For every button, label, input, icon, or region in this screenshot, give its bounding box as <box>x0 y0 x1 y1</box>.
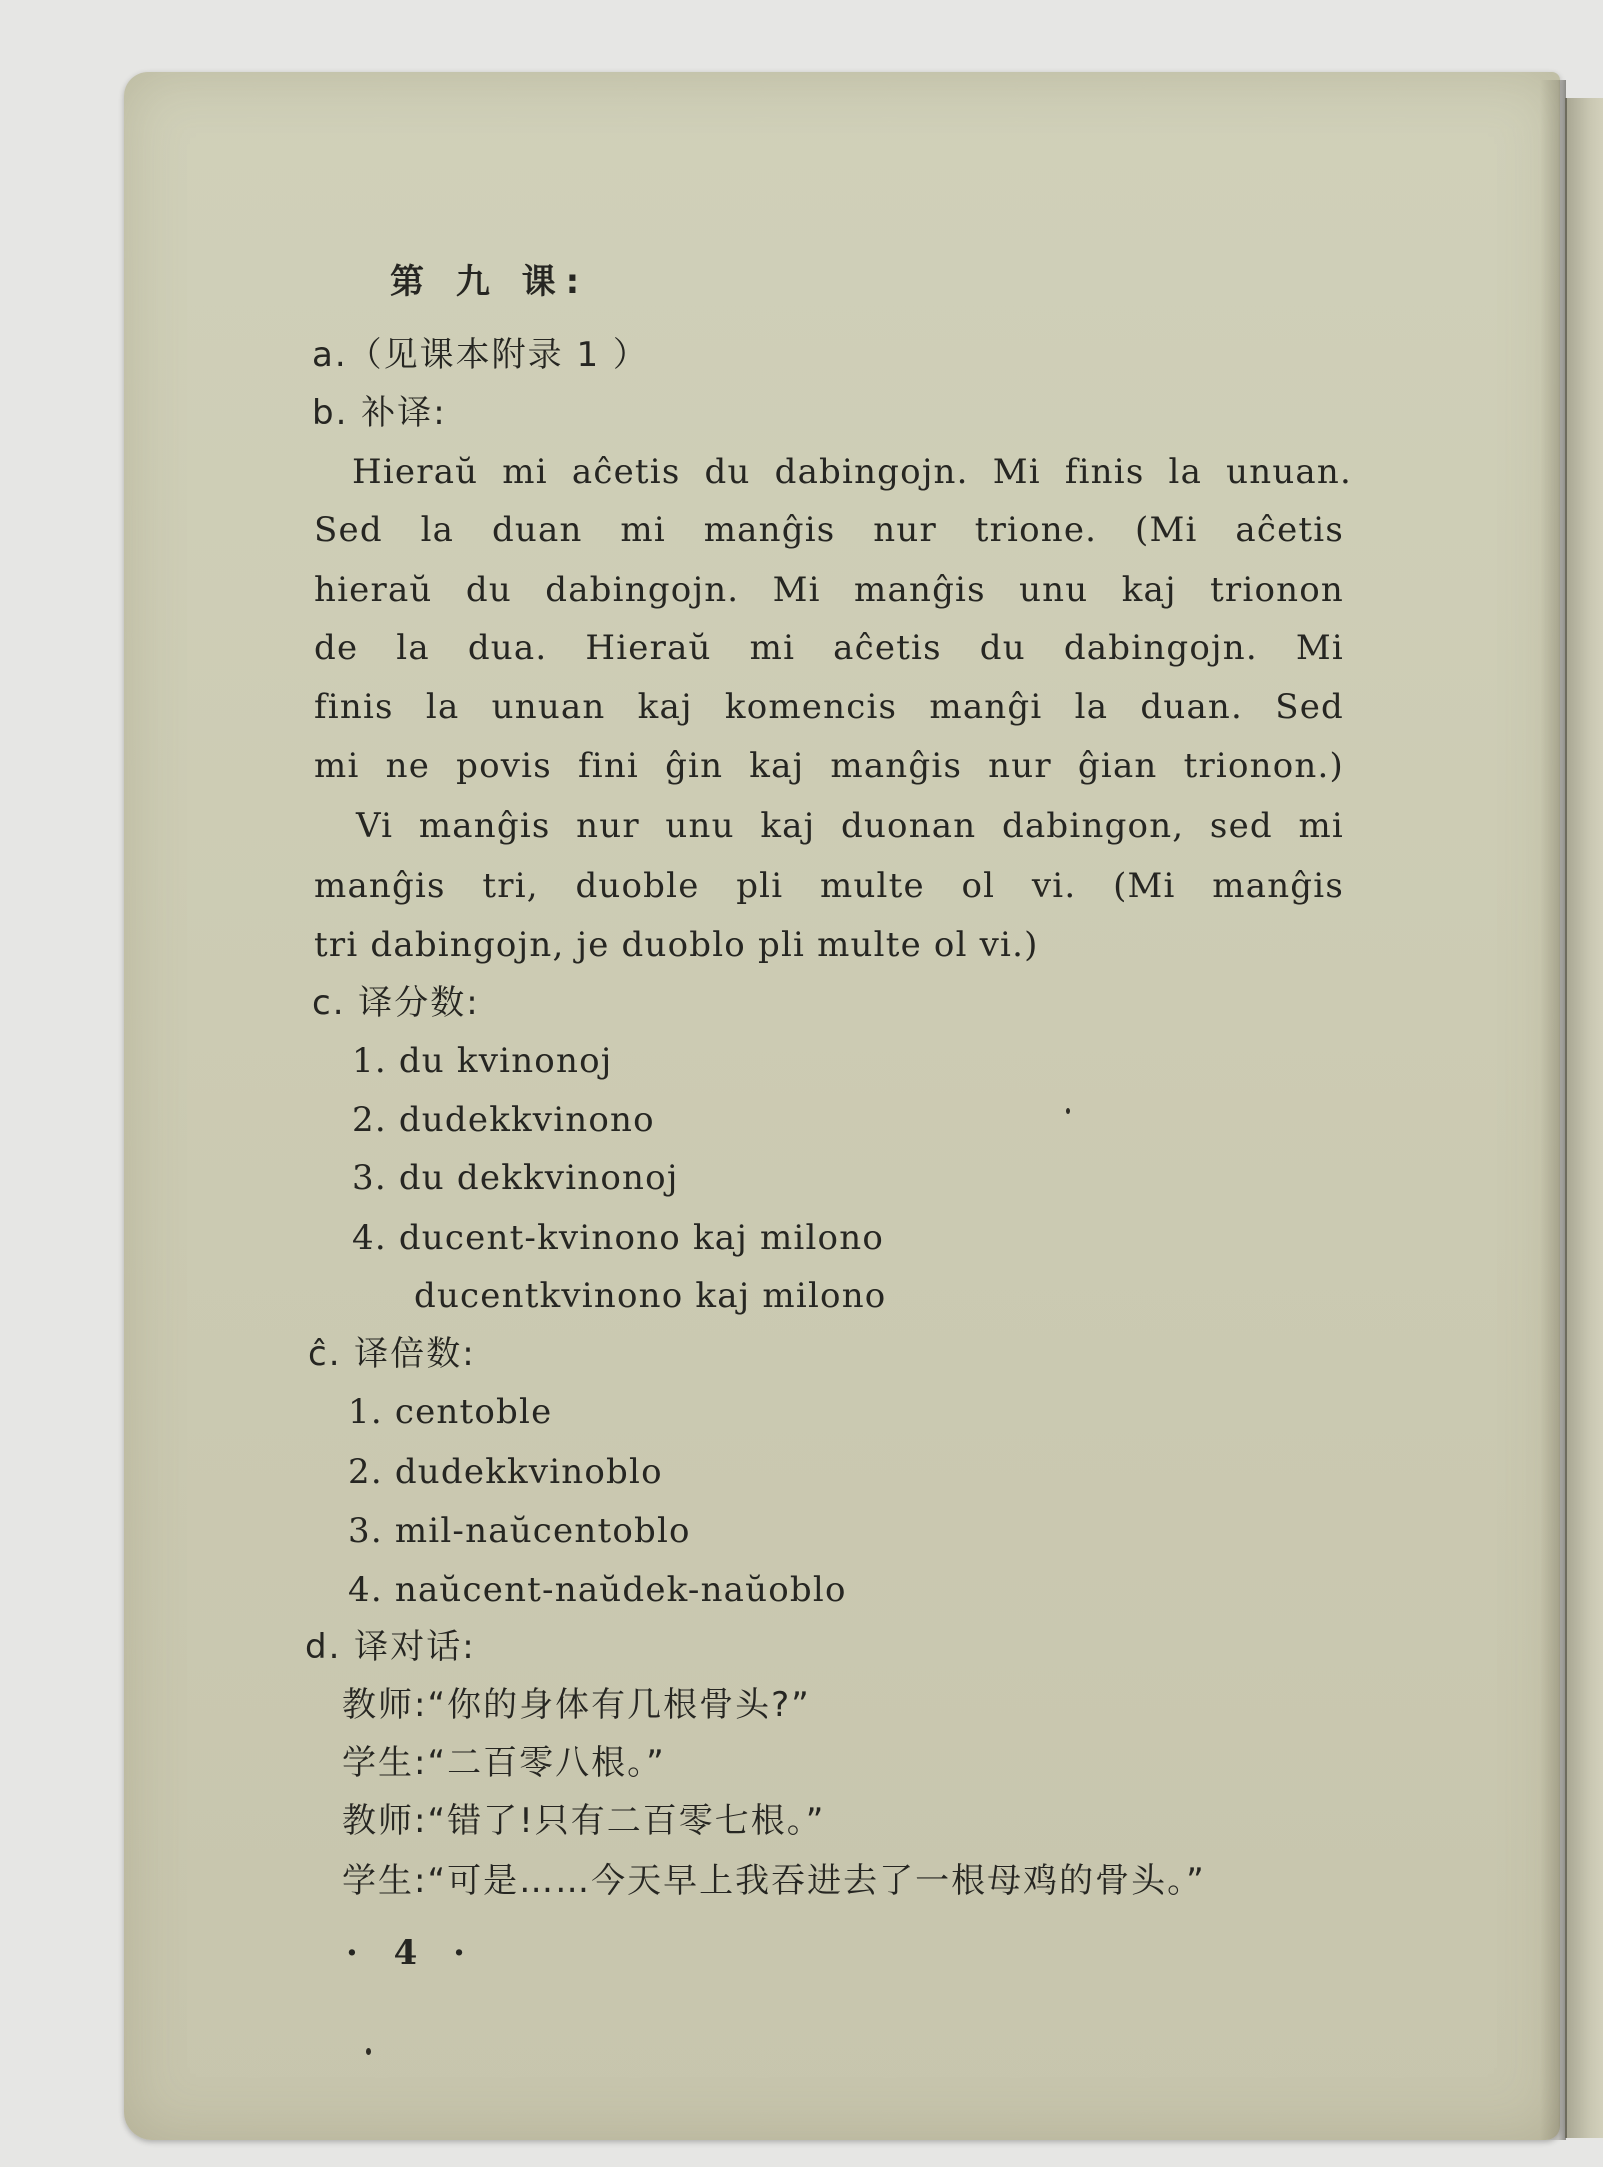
paragraph1-line-5: finis la unuan kaj komencis manĝi la duan. Sed <box>314 687 1344 727</box>
section-c2-label: ĉ. 译倍数: <box>308 1334 476 1374</box>
fraction-item-2: 2. dudekkvinono <box>352 1100 655 1140</box>
next-page-edge <box>1565 98 1603 2138</box>
fraction-item-4-alt: ducentkvinono kaj milono <box>414 1276 887 1316</box>
fraction-item-1: 1. du kvinonoj <box>352 1041 613 1081</box>
fraction-item-4: 4. ducent-kvinono kaj milono <box>352 1218 884 1258</box>
paragraph1-line-2: Sed la duan mi manĝis nur trione. (Mi aĉetis <box>314 510 1344 550</box>
paragraph2-line-2: manĝis tri, duoble pli multe ol vi. (Mi manĝis <box>314 866 1344 906</box>
paper-speck <box>1066 1108 1070 1114</box>
paragraph1-line-3: hieraŭ du dabingojn. Mi manĝis unu kaj trionon <box>314 570 1344 610</box>
dialogue-line-3: 教师:“错了!只有二百零七根。” <box>342 1801 826 1841</box>
paragraph2-line-3: tri dabingojn, je duoblo pli multe ol vi.) <box>314 925 1039 965</box>
page-number: · 4 · <box>346 1933 478 1973</box>
multiple-item-2: 2. dudekkvinoblo <box>348 1452 663 1492</box>
paragraph1-line-6: mi ne povis fini ĝin kaj manĝis nur ĝian trionon.) <box>314 746 1344 786</box>
fraction-item-3: 3. du dekkvinonoj <box>352 1158 679 1198</box>
paper-speck <box>366 2048 371 2055</box>
dialogue-line-2: 学生:“二百零八根。” <box>342 1743 666 1783</box>
section-a: a.（见课本附录 1 ） <box>312 335 649 375</box>
paragraph1-line-1: Hieraŭ mi aĉetis du dabingojn. Mi finis la unuan. <box>352 452 1352 492</box>
book-page <box>124 72 1560 2140</box>
section-b-label: b. 补译: <box>312 393 447 433</box>
page-gutter-shadow <box>1540 80 1566 2140</box>
section-d-label: d. 译对话: <box>305 1627 476 1667</box>
paragraph1-line-4: de la dua. Hieraŭ mi aĉetis du dabingojn. Mi <box>314 628 1344 668</box>
dialogue-line-1: 教师:“你的身体有几根骨头?” <box>342 1685 811 1725</box>
multiple-item-4: 4. naŭcent-naŭdek-naŭoblo <box>348 1570 847 1610</box>
multiple-item-1: 1. centoble <box>348 1392 553 1432</box>
paragraph2-line-1: Vi manĝis nur unu kaj duonan dabingon, sed mi <box>356 806 1344 846</box>
lesson-heading: 第 九 课: <box>390 262 590 302</box>
section-c1-label: c. 译分数: <box>312 983 480 1023</box>
multiple-item-3: 3. mil-naŭcentoblo <box>348 1511 691 1551</box>
dialogue-line-4: 学生:“可是……今天早上我吞进去了一根母鸡的骨头。” <box>342 1861 1206 1901</box>
